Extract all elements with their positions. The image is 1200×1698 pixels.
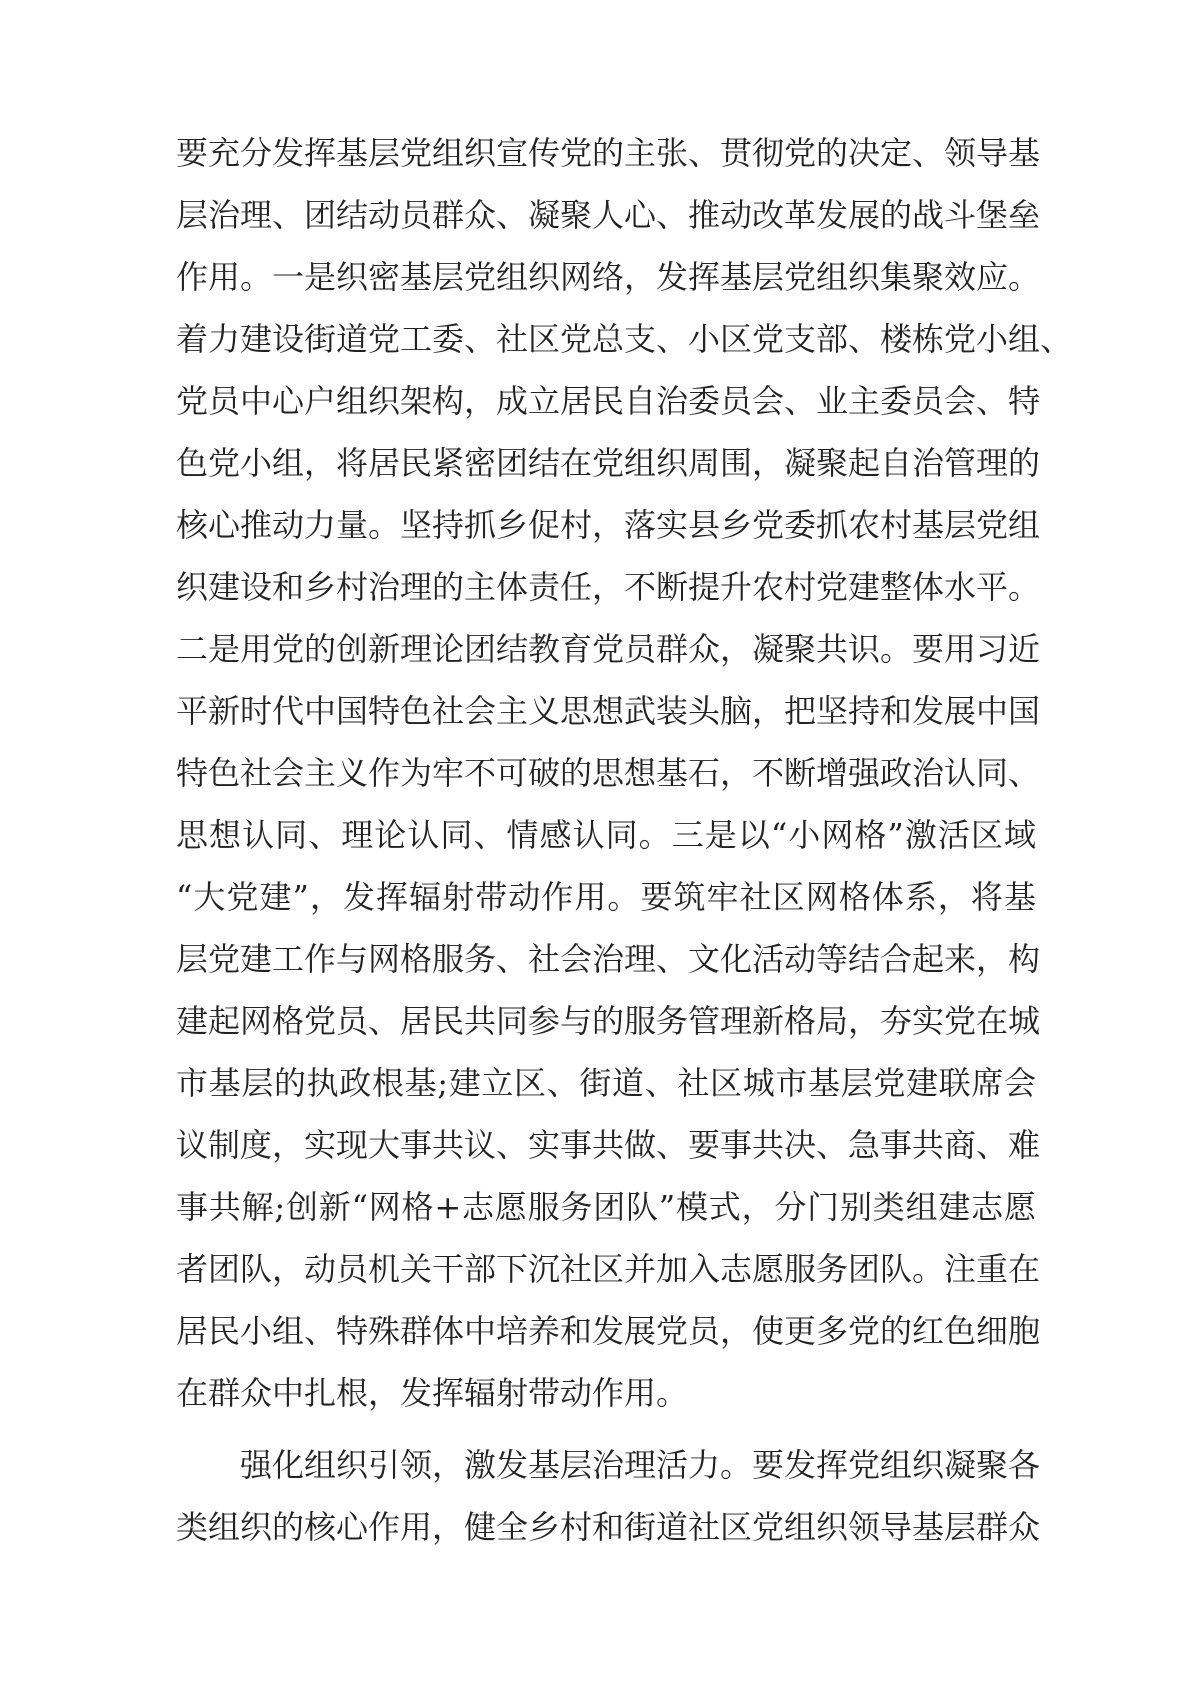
- paragraph: [176, 122, 1073, 1424]
- text-line: 色党小组，将居民紧密团结在党组织周围，凝聚起自治管理的: [176, 444, 1041, 482]
- text-line: 事共解;创新“网格+志愿服务团队”模式，分门别类组建志愿: [176, 1188, 1036, 1226]
- text-line: 居民小组、特殊群体中培养和发展党员，使更多党的红色细胞: [176, 1312, 1041, 1350]
- text-line: 层治理、团结动员群众、凝聚人心、推动改革发展的战斗堡垒: [176, 196, 1041, 234]
- text-line: 议制度，实现大事共议、实事共做、要事共决、急事共商、难: [176, 1126, 1041, 1164]
- text-line: 二是用党的创新理论团结教育党员群众，凝聚共识。要用习近: [176, 630, 1041, 668]
- paragraph-spacer: [176, 1424, 1036, 1434]
- text-line: 作用。一是织密基层党组织网络，发挥基层党组织集聚效应。: [176, 258, 1041, 296]
- text-line: 思想认同、理论认同、情感认同。三是以“小网格”激活区域: [176, 816, 1036, 854]
- text-line: 类组织的核心作用，健全乡村和街道社区党组织领导基层群众: [176, 1508, 1041, 1546]
- text-line: 层党建工作与网格服务、社会治理、文化活动等结合起来，构: [176, 940, 1041, 978]
- text-line: 市基层的执政根基;建立区、街道、社区城市基层党建联席会: [176, 1064, 1036, 1102]
- text-line: 着力建设街道党工委、社区党总支、小区党支部、楼栋党小组、: [176, 320, 1073, 358]
- paragraph: [176, 1434, 1041, 1558]
- document-body: [176, 122, 1073, 1558]
- text-line: 特色社会主义作为牢不可破的思想基石，不断增强政治认同、: [176, 754, 1041, 792]
- text-line: 者团队，动员机关干部下沉社区并加入志愿服务团队。注重在: [176, 1250, 1041, 1288]
- text-line: 要充分发挥基层党组织宣传党的主张、贯彻党的决定、领导基: [176, 134, 1041, 172]
- text-line: 建起网格党员、居民共同参与的服务管理新格局，夯实党在城: [176, 1002, 1041, 1040]
- text-line: 强化组织引领，激发基层治理活力。要发挥党组织凝聚各: [240, 1446, 1041, 1484]
- text-line: 平新时代中国特色社会主义思想武装头脑，把坚持和发展中国: [176, 692, 1041, 730]
- text-line: 在群众中扎根，发挥辐射带动作用。: [176, 1374, 689, 1412]
- text-line: “大党建”，发挥辐射带动作用。要筑牢社区网格体系，将基: [176, 878, 1036, 916]
- text-line: 核心推动力量。坚持抓乡促村，落实县乡党委抓农村基层党组: [176, 506, 1041, 544]
- text-line: 党员中心户组织架构，成立居民自治委员会、业主委员会、特: [176, 382, 1041, 420]
- text-line: 织建设和乡村治理的主体责任，不断提升农村党建整体水平。: [176, 568, 1041, 606]
